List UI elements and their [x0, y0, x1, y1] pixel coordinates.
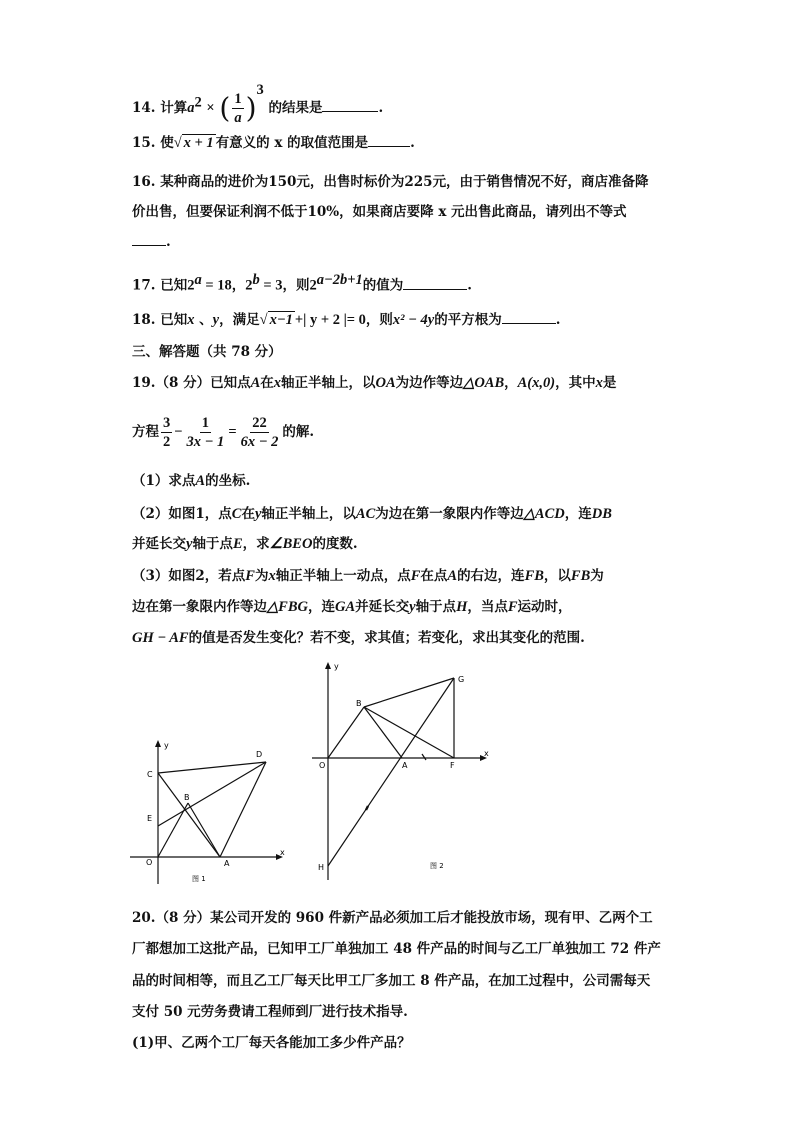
question-19-part-3-line-3: GH − AF的值是否发生变化？若不变，求其值；若变化，求出其变化的范围.: [132, 630, 585, 646]
question-15: 15. 使√ x + 1 有意义的 x 的取值范围是 .: [132, 135, 415, 151]
question-20-part-1: (1)甲、乙两个工厂每天各能加工多少件产品？: [132, 1035, 411, 1051]
answer-blank-14[interactable]: [322, 99, 378, 112]
fig2-label-B: B: [356, 699, 362, 708]
question-19-equation: 方程 $\frac{3}{2}$ − $\frac{1}{3x - 1}$ = $\frac{22}{6x - 2}$ 的解.: [132, 415, 315, 450]
question-16-line-1: 16. 某种商品的进价为150元，出售时标价为225元，由于销售情况不好，商店准备降: [132, 174, 649, 190]
fig2-label-G: G: [458, 675, 465, 684]
question-20-line-2: 厂都想加工这批产品，已知甲工厂单独加工 48 件产品的时间与乙工厂单独加工 72 件产: [132, 941, 661, 957]
fig2-tick-1: [366, 806, 368, 810]
section-heading: 三、解答题（共 78 分）: [132, 344, 282, 360]
fig2-tick-2: [422, 754, 426, 760]
question-19-part-3-line-2: 边在第一象限内作等边△FBG，连GA并延长交y轴于点H，当点F运动时，: [132, 599, 572, 615]
fig2-segment-BG: [364, 678, 454, 707]
fraction-1-over-3x-1: $\frac{1}{3x - 1}$: [186, 415, 225, 450]
figure-1: [128, 738, 288, 888]
fraction-22-over-6x-2: $\frac{22}{6x - 2}$: [240, 415, 279, 450]
answer-blank-17[interactable]: [403, 277, 467, 290]
fig2-label-F: F: [450, 761, 455, 770]
fig1-label-x: x: [280, 848, 285, 857]
question-20-line-1: 20.（8 分）某公司开发的 960 件新产品必须加工后才能投放市场，现有甲、乙两个工: [132, 910, 653, 926]
fig1-label-D: D: [256, 750, 263, 759]
question-19-part-2-line-2: 并延长交y轴于点E，求∠BEO的度数.: [132, 536, 358, 552]
answer-blank-16[interactable]: [132, 233, 166, 246]
question-19-part-2-line-1: （2）如图1，点C在y轴正半轴上，以AC为边在第一象限内作等边△ACD，连DB: [132, 506, 612, 522]
fig2-segment-GH: [328, 678, 454, 866]
fig2-label-H: H: [318, 863, 325, 872]
fig2-y-arrow: [325, 662, 331, 669]
fig2-label-A: A: [402, 761, 408, 770]
fig1-label-C: C: [147, 770, 153, 779]
fig1-label-y: y: [164, 741, 169, 750]
question-19-line-1: 19.（8 分）已知点A在x轴正半轴上，以OA为边作等边△OAB，A(x,0)，其中x是: [132, 375, 617, 391]
answer-blank-15[interactable]: [368, 134, 410, 147]
question-18: 18. 已知x 、y，满足√ x−1 +| y + 2 |= 0，则x² − 4y的平方根为 .: [132, 312, 561, 328]
fraction-1-over-a: $\frac{1}{a}$: [234, 91, 242, 126]
question-16-line-2: 价出售，但要保证利润不低于10%，如果商店要降 x 元出售此商品，请列出不等式: [132, 204, 627, 220]
fig2-label-O: O: [319, 761, 326, 770]
fig1-label-B: B: [184, 793, 190, 802]
question-17: 17. 已知$2^a = 18$，$2^b = 3$，则$2^{a-2b+1}$的值为 .: [132, 272, 472, 294]
fig1-caption: 图 1: [192, 875, 206, 883]
fig2-caption: 图 2: [430, 862, 444, 870]
question-19-part-1: （1）求点A的坐标.: [132, 473, 251, 489]
fig2-segment-BA: [364, 707, 402, 758]
fraction-3-over-2: $\frac{3}{2}$: [163, 415, 171, 450]
question-20-line-4: 支付 50 元劳务费请工程师到厂进行技术指导.: [132, 1004, 408, 1020]
fig2-segment-BF: [364, 707, 454, 758]
question-16-line-3: .: [132, 232, 171, 252]
figure-2: [310, 660, 500, 885]
fig1-segment-CA: [158, 773, 220, 857]
fig2-label-y: y: [334, 662, 339, 671]
sqrt-radicand: x + 1: [183, 135, 214, 151]
question-20-line-3: 品的时间相等，而且乙工厂每天比甲工厂多加工 8 件产品，在加工过程中，公司需每天: [132, 973, 651, 989]
question-19-part-3-line-1: （3）如图2，若点F为x轴正半轴上一动点，点F在点A的右边，连FB，以FB为: [132, 568, 604, 584]
fig1-label-O: O: [146, 858, 153, 867]
fig2-segment-OB: [328, 707, 364, 758]
question-14: 14. 计算$a^2$ × ( $\frac{1}{a}$ )$^3$ 的结果是 .: [132, 82, 384, 126]
answer-blank-18[interactable]: [502, 311, 556, 324]
fig1-label-A: A: [224, 859, 230, 868]
fig2-label-x: x: [484, 749, 489, 758]
fig1-segment-BA: [188, 803, 220, 857]
fig1-label-E: E: [147, 814, 153, 823]
fig1-y-arrow: [155, 740, 161, 747]
